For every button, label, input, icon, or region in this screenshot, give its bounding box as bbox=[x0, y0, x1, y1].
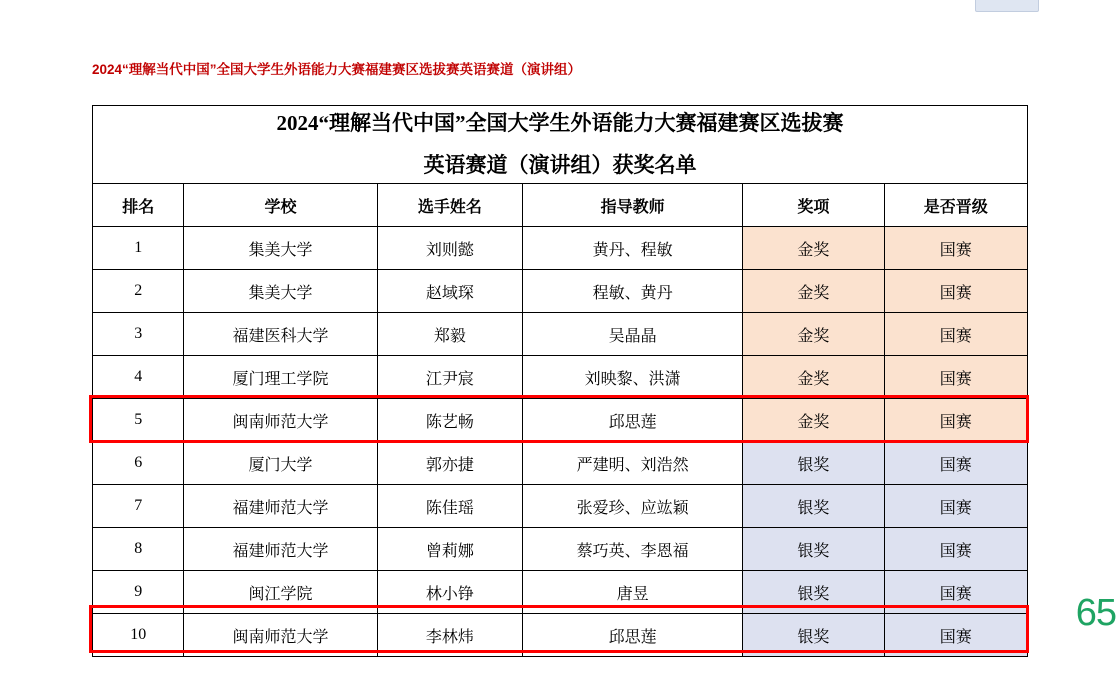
table-row bbox=[93, 485, 1028, 528]
award-table-body bbox=[93, 106, 1028, 657]
cell-teacher: 邱思莲 bbox=[523, 399, 743, 442]
cell-school: 厦门理工学院 bbox=[184, 356, 377, 399]
cell-advance: 国赛 bbox=[884, 313, 1027, 356]
cell-name: 林小铮 bbox=[377, 571, 522, 614]
table-row bbox=[93, 528, 1028, 571]
cell-name: 郭亦捷 bbox=[377, 442, 522, 485]
cell-advance: 国赛 bbox=[884, 528, 1027, 571]
cell-award: 金奖 bbox=[743, 313, 884, 356]
award-table-container bbox=[92, 105, 1028, 657]
cell-school: 闽南师范大学 bbox=[184, 614, 377, 657]
table-row bbox=[93, 442, 1028, 485]
cell-rank: 2 bbox=[93, 270, 184, 313]
cell-school: 厦门大学 bbox=[184, 442, 377, 485]
cell-name: 赵域琛 bbox=[377, 270, 522, 313]
cell-teacher: 蔡巧英、李恩福 bbox=[523, 528, 743, 571]
cell-advance: 国赛 bbox=[884, 614, 1027, 657]
cell-award: 银奖 bbox=[743, 528, 884, 571]
cell-advance: 国赛 bbox=[884, 399, 1027, 442]
cell-advance: 国赛 bbox=[884, 571, 1027, 614]
cell-advance: 国赛 bbox=[884, 485, 1027, 528]
column-header-instructor: 指导教师 bbox=[523, 184, 743, 227]
table-row bbox=[93, 571, 1028, 614]
cell-teacher: 吴晶晶 bbox=[523, 313, 743, 356]
cell-name: 曾莉娜 bbox=[377, 528, 522, 571]
cell-rank: 9 bbox=[93, 571, 184, 614]
cell-rank: 10 bbox=[93, 614, 184, 657]
cell-teacher: 张爱珍、应竑颖 bbox=[523, 485, 743, 528]
cell-award: 银奖 bbox=[743, 614, 884, 657]
cell-name: 陈佳瑶 bbox=[377, 485, 522, 528]
table-title-cell bbox=[93, 106, 1028, 184]
table-row bbox=[93, 270, 1028, 313]
cell-award: 银奖 bbox=[743, 442, 884, 485]
cell-rank: 6 bbox=[93, 442, 184, 485]
cell-school: 集美大学 bbox=[184, 270, 377, 313]
cell-award: 金奖 bbox=[743, 399, 884, 442]
table-title-line1: 2024“理解当代中国”全国大学生外语能力大赛福建赛区选拔赛 bbox=[276, 111, 844, 135]
corner-watermark: 65 bbox=[1075, 592, 1116, 634]
cell-advance: 国赛 bbox=[884, 356, 1027, 399]
cell-rank: 7 bbox=[93, 485, 184, 528]
cell-school: 福建医科大学 bbox=[184, 313, 377, 356]
cell-award: 银奖 bbox=[743, 571, 884, 614]
top-white-strip bbox=[0, 0, 1118, 12]
table-row bbox=[93, 227, 1028, 270]
toolbar-button-placeholder[interactable] bbox=[975, 0, 1039, 12]
cell-school: 闽南师范大学 bbox=[184, 399, 377, 442]
cell-school: 福建师范大学 bbox=[184, 485, 377, 528]
cell-rank: 3 bbox=[93, 313, 184, 356]
table-row bbox=[93, 313, 1028, 356]
cell-name: 郑毅 bbox=[377, 313, 522, 356]
cell-advance: 国赛 bbox=[884, 442, 1027, 485]
cell-school: 集美大学 bbox=[184, 227, 377, 270]
cell-rank: 8 bbox=[93, 528, 184, 571]
cell-rank: 4 bbox=[93, 356, 184, 399]
cell-teacher: 程敏、黄丹 bbox=[523, 270, 743, 313]
cell-name: 陈艺畅 bbox=[377, 399, 522, 442]
cell-award: 金奖 bbox=[743, 356, 884, 399]
cell-name: 李林炜 bbox=[377, 614, 522, 657]
cell-advance: 国赛 bbox=[884, 227, 1027, 270]
column-header-award: 奖项 bbox=[743, 184, 884, 227]
cell-award: 金奖 bbox=[743, 227, 884, 270]
column-header-advance: 是否晋级 bbox=[884, 184, 1027, 227]
cell-school: 闽江学院 bbox=[184, 571, 377, 614]
page-title: 2024“理解当代中国”全国大学生外语能力大赛福建赛区选拔赛英语赛道（演讲组） bbox=[92, 62, 582, 77]
cell-rank: 5 bbox=[93, 399, 184, 442]
award-table bbox=[92, 105, 1028, 657]
column-header-school: 学校 bbox=[184, 184, 377, 227]
cell-teacher: 黄丹、程敏 bbox=[523, 227, 743, 270]
table-title-line2: 英语赛道（演讲组）获奖名单 bbox=[423, 152, 697, 177]
cell-name: 刘则懿 bbox=[377, 227, 522, 270]
cell-advance: 国赛 bbox=[884, 270, 1027, 313]
cell-teacher: 唐昱 bbox=[523, 571, 743, 614]
table-row-highlighted bbox=[93, 399, 1028, 442]
table-title-row bbox=[93, 106, 1028, 184]
cell-award: 银奖 bbox=[743, 485, 884, 528]
cell-teacher: 严建明、刘浩然 bbox=[523, 442, 743, 485]
column-header-player-name: 选手姓名 bbox=[377, 184, 522, 227]
cell-teacher: 邱思莲 bbox=[523, 614, 743, 657]
cell-school: 福建师范大学 bbox=[184, 528, 377, 571]
cell-name: 江尹宸 bbox=[377, 356, 522, 399]
cell-rank: 1 bbox=[93, 227, 184, 270]
cell-teacher: 刘映黎、洪潇 bbox=[523, 356, 743, 399]
column-header-rank: 排名 bbox=[93, 184, 184, 227]
table-row bbox=[93, 356, 1028, 399]
table-row-highlighted bbox=[93, 614, 1028, 657]
cell-award: 金奖 bbox=[743, 270, 884, 313]
table-header-row bbox=[93, 184, 1028, 227]
